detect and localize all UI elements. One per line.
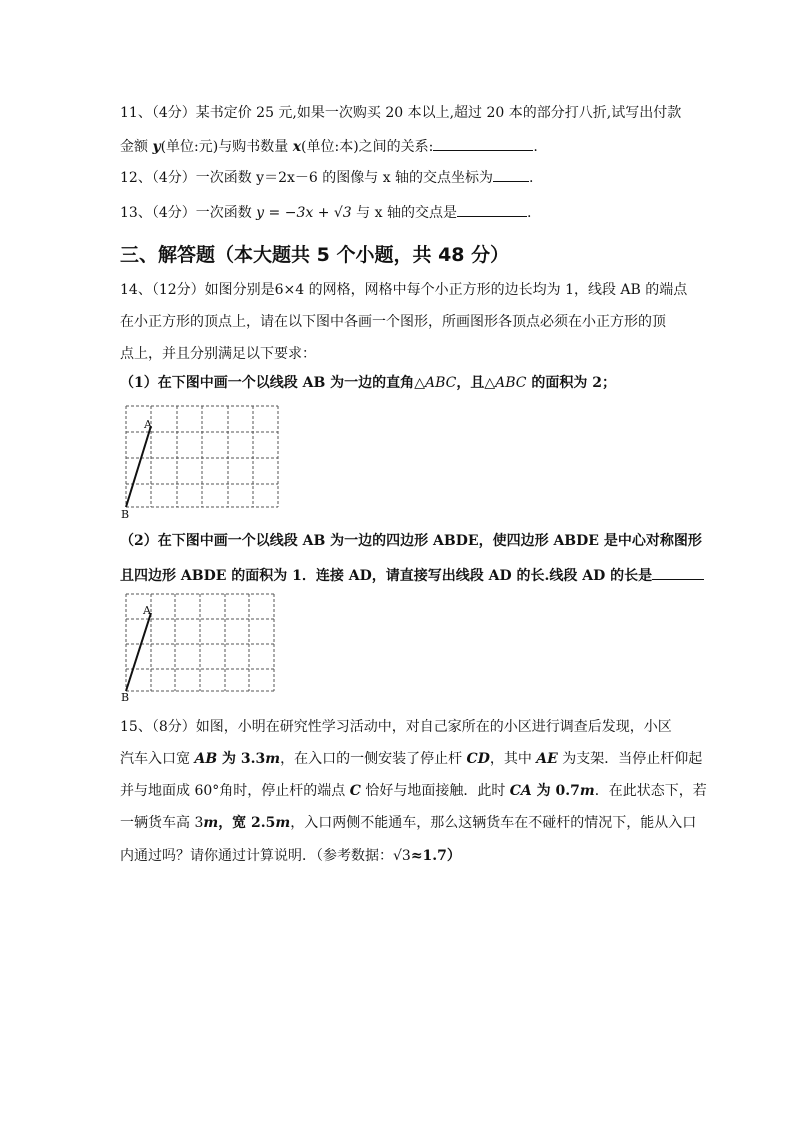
grid1-segment-ab xyxy=(126,426,151,507)
q14-part1-triangle: △ABC xyxy=(414,375,457,391)
q15-l4-b: ，宽 2.5 xyxy=(218,815,276,831)
section3-heading: 三、解答题（本大题共 5 个小题，共 48 分） xyxy=(120,244,510,266)
q15-line5 xyxy=(120,847,680,865)
q15-line1 xyxy=(120,718,680,736)
q15-l4-m1: m xyxy=(203,815,219,831)
q14-grid1[interactable] xyxy=(118,400,288,520)
grid2-label-b: B xyxy=(121,691,130,704)
q14-text2: 在小正方形的顶点上，请在以下图中各画一个图形，所画图形各顶点必须在小正方形的顶 xyxy=(120,314,666,330)
q15-l3-d: ．在此状态下，若 xyxy=(594,783,707,799)
q11-var-y: y xyxy=(152,139,161,155)
q15-l5-sqrt: √3 xyxy=(393,848,411,864)
q14-part1-triangle2: △ABC xyxy=(484,375,527,391)
q15-l2-m: m xyxy=(265,751,281,767)
q13-formula: y = −3x + √3 xyxy=(256,205,352,221)
q15-l2-b: 为 3.3 xyxy=(217,751,266,767)
q12-line xyxy=(120,167,680,187)
q14-part2-line2 xyxy=(120,565,680,585)
q14-line3 xyxy=(120,345,680,363)
grid2-label-a: A xyxy=(143,604,151,617)
q15-l5-b: ≈1.7） xyxy=(410,848,461,864)
q15-line3 xyxy=(120,782,707,800)
q11-var-x: x xyxy=(292,139,302,155)
q11-text2-mid: (单位:元)与购书数量 xyxy=(160,139,293,155)
q15-text1: 15、（8分）如图，小明在研究性学习活动中，对自己家所在的小区进行调查后发现，小区 xyxy=(120,719,672,735)
q15-l3-c: 为 0.7 xyxy=(531,783,580,799)
q14-part1 xyxy=(120,374,680,392)
q14-text3: 点上，并且分别满足以下要求： xyxy=(120,346,316,362)
q14-part2-text2: 且四边形 ABDE 的面积为 1．连接 AD，请直接写出线段 AD 的长.线段 AD 的长是 xyxy=(120,568,653,584)
grid2-segment-ab xyxy=(126,613,151,691)
q14-text1: 14、（12分）如图分别是6×4 的网格，网格中每个小正方形的边长均为 1，线段 AB 的端点 xyxy=(120,282,688,298)
q15-l2-a: 汽车入口宽 xyxy=(120,751,195,767)
q11-text1: 11、（4分）某书定价 25 元,如果一次购买 20 本以上,超过 20 本的部分打八折,试写出付款 xyxy=(120,105,682,121)
q15-l4-c: ，入口两侧不能通车，那么这辆货车在不碰杆的情况下，能从入口 xyxy=(290,815,697,831)
q11-text2-post: (单位:本)之间的关系: xyxy=(301,139,434,155)
q14-part1-post: 的面积为 2； xyxy=(526,375,616,391)
q15-l3-a: 并与地面成 60°角时，停止杆的端点 xyxy=(120,783,350,799)
q12-answer-blank[interactable] xyxy=(493,167,529,182)
q13-text-end: . xyxy=(526,205,532,221)
q14-line1 xyxy=(120,281,688,299)
q14-part2-text1: （2）在下图中画一个以线段 AB 为一边的四边形 ABDE，使四边形 ABDE 是中心对称图形 xyxy=(120,533,702,549)
q15-l2-ab: AB xyxy=(194,751,218,767)
q14-grid2[interactable] xyxy=(118,589,288,704)
q13-text-post: 与 x 轴的交点是 xyxy=(351,205,457,221)
q15-l2-cd: CD xyxy=(466,751,490,767)
q15-l3-m: m xyxy=(579,783,595,799)
q15-l2-c: ，在入口的一侧安装了停止杆 xyxy=(280,751,467,767)
q14-part2-line1 xyxy=(120,532,702,550)
q13-line xyxy=(120,202,680,222)
q15-l3-b: 恰好与地面接触．此时 xyxy=(360,783,510,799)
q14-part1-mid: ，且 xyxy=(456,375,485,391)
q15-l4-a: 一辆货车高 3 xyxy=(120,815,204,831)
q15-l3-ca: CA xyxy=(509,783,532,799)
q15-l3-c-var: C xyxy=(349,783,361,799)
q15-l5-a: 内通过吗？请你通过计算说明．（参考数据： xyxy=(120,848,393,864)
grid1-label-b: B xyxy=(121,508,130,520)
q15-l2-d: ，其中 xyxy=(489,751,537,767)
q15-line2 xyxy=(120,750,703,768)
q14-part1-pre: （1）在下图中画一个以线段 AB 为一边的直角 xyxy=(120,375,415,391)
q11-text2-end: . xyxy=(533,139,538,155)
q13-answer-blank[interactable] xyxy=(457,202,527,217)
q13-text-pre: 13、（4分）一次函数 xyxy=(120,205,257,221)
q15-l4-m2: m xyxy=(275,815,291,831)
q12-text-end: . xyxy=(529,170,534,186)
q15-l2-e: 为支架．当停止杆仰起 xyxy=(557,751,703,767)
q14-line2 xyxy=(120,313,680,331)
q11-line1 xyxy=(120,104,680,122)
q12-text: 12、（4分）一次函数 y＝2x－6 的图像与 x 轴的交点坐标为 xyxy=(120,170,494,186)
q11-text2-pre: 金额 xyxy=(120,139,153,155)
grid1-label-a: A xyxy=(144,418,152,431)
q11-line2 xyxy=(120,136,680,156)
q15-line4 xyxy=(120,814,697,832)
q11-answer-blank[interactable] xyxy=(433,136,533,151)
q15-l2-ae: AE xyxy=(536,751,558,767)
q14-ad-answer-blank[interactable] xyxy=(652,565,704,580)
